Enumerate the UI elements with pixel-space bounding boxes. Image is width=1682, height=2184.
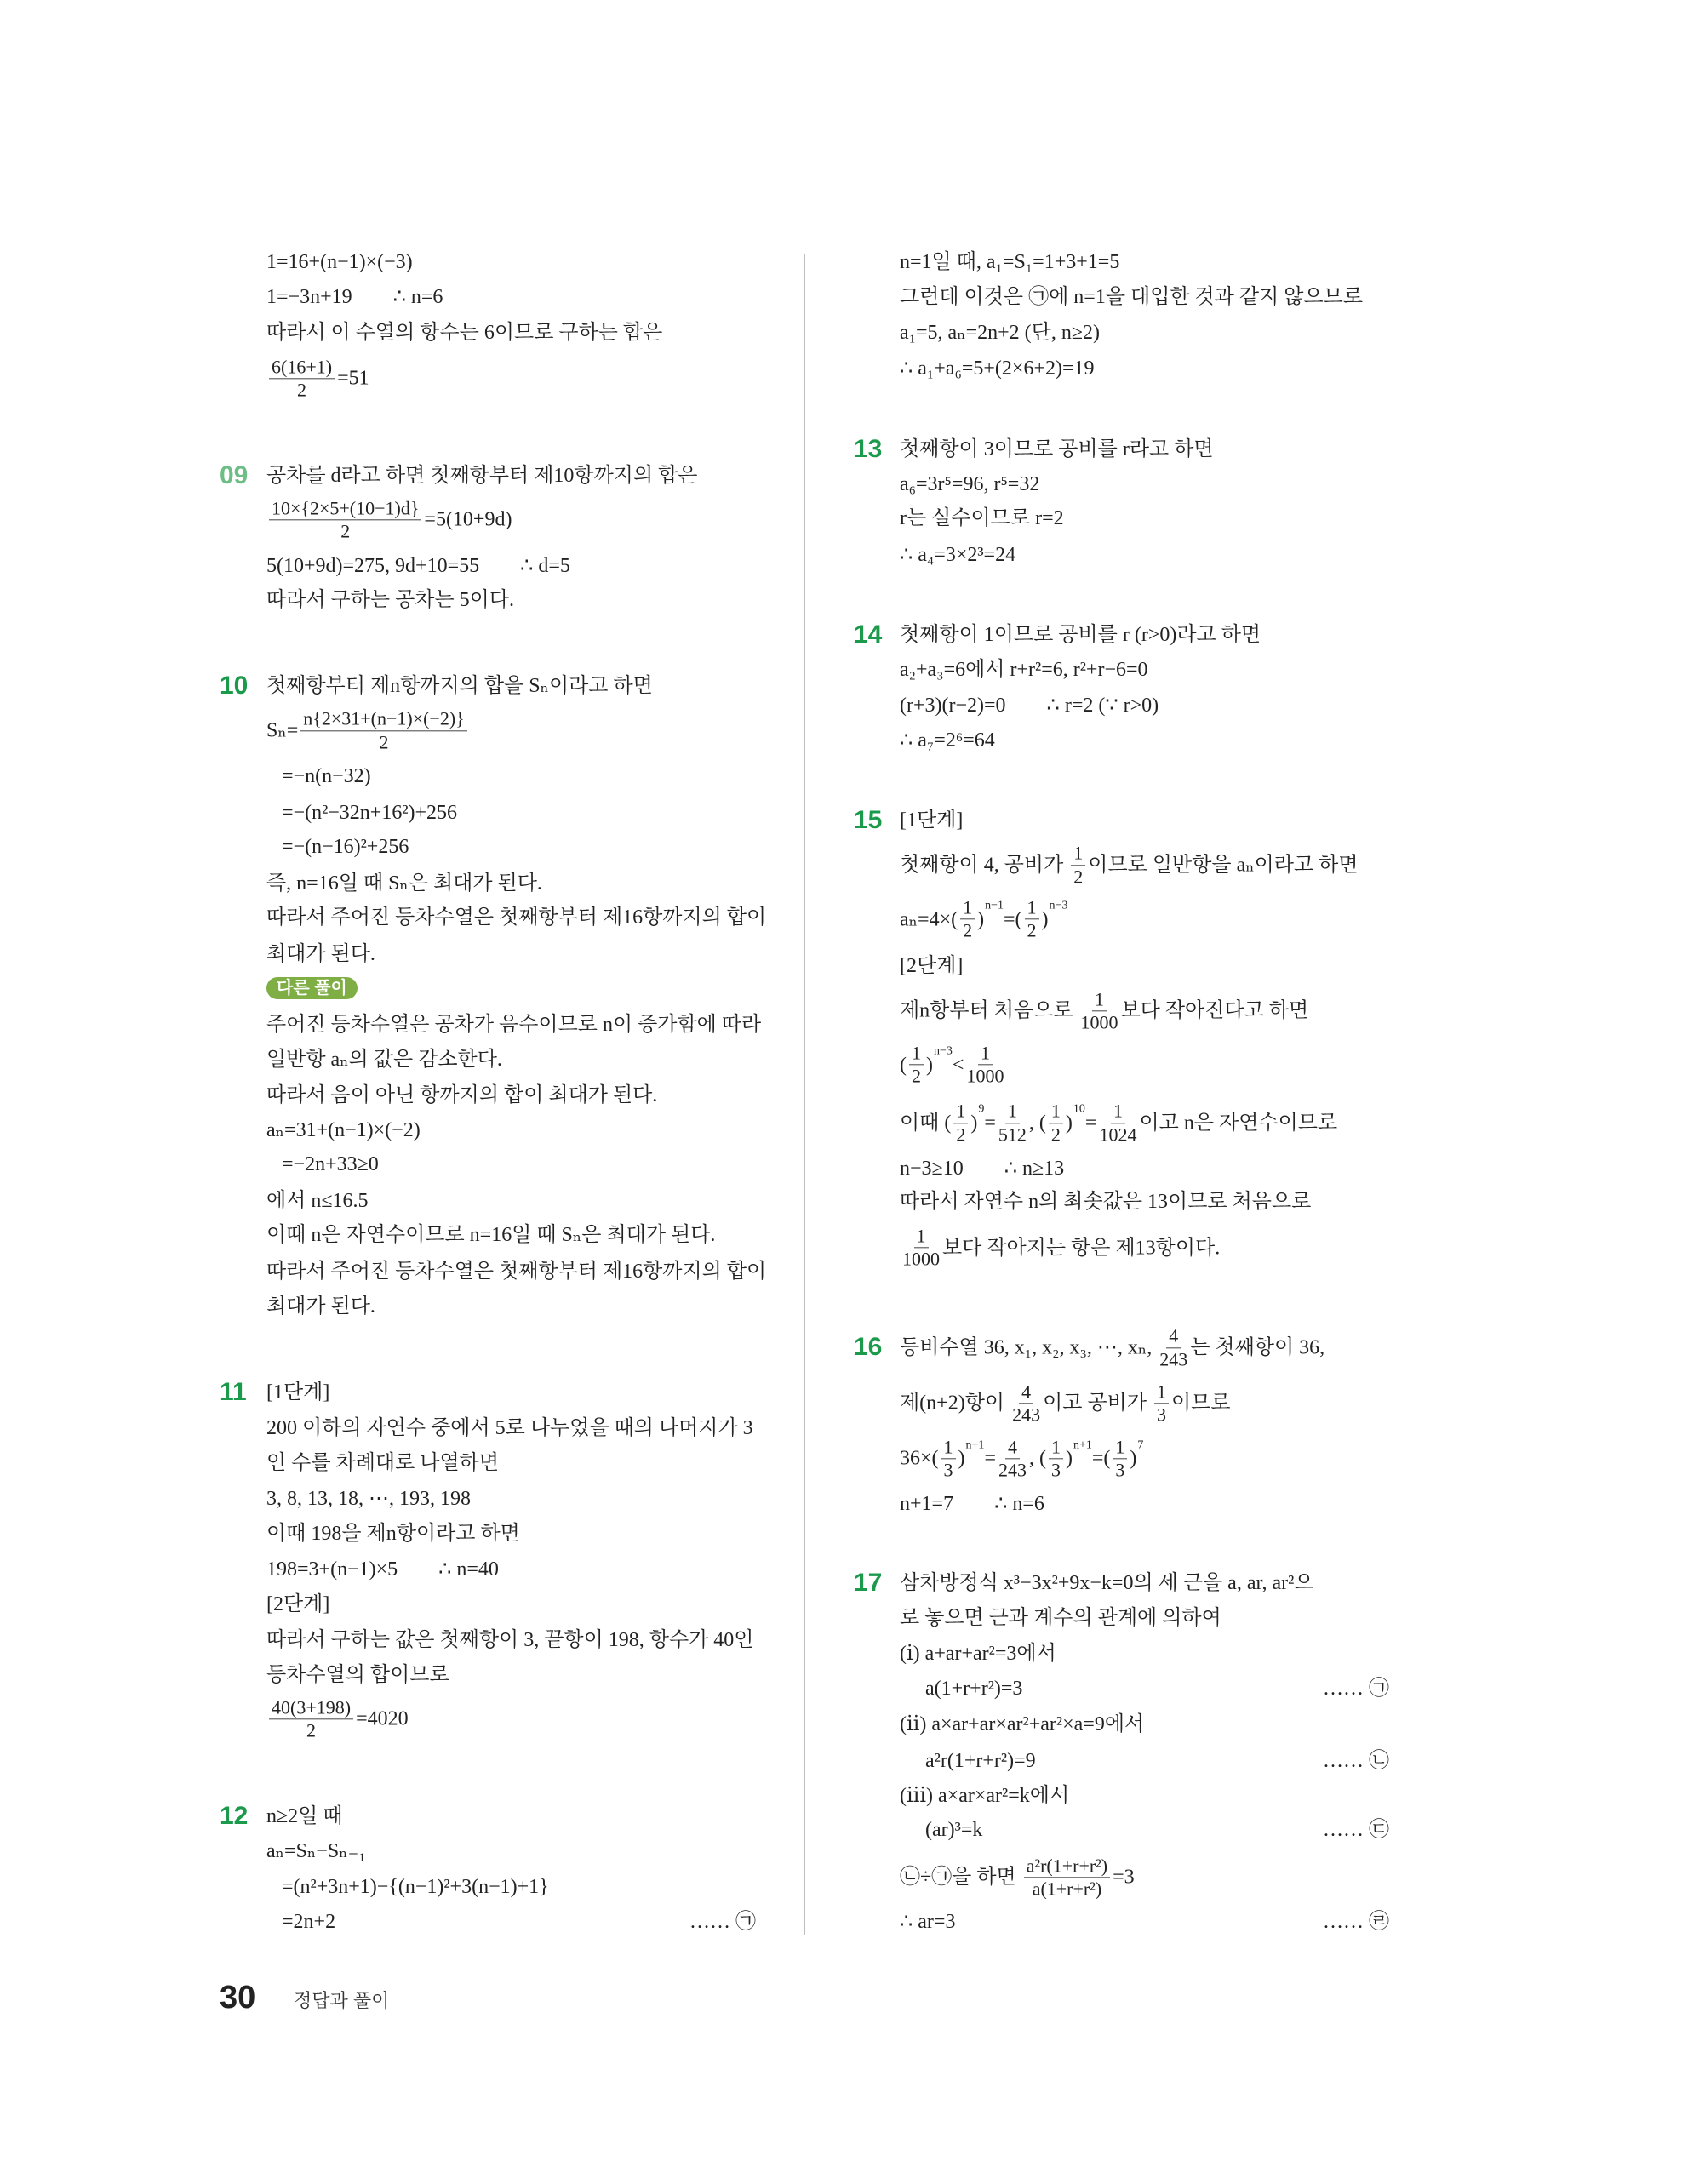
fraction (909, 1043, 924, 1086)
text-segment: ∴ ar=3 (900, 1910, 956, 1933)
text-segment: 이때 ( (900, 1112, 952, 1135)
solution-line: [2단계] (266, 1592, 330, 1615)
problem-number: 12 (220, 1801, 249, 1830)
text-segment: , ( (1028, 1447, 1046, 1470)
page-title: 정답과 풀이 (294, 1990, 390, 2011)
text-segment: , ( (1028, 1112, 1046, 1135)
exponent: 10 (1073, 1102, 1085, 1116)
fraction-numerator: 4 (1019, 1381, 1033, 1404)
fraction-numerator: 1 (914, 1226, 929, 1248)
text-segment: ) (958, 1447, 965, 1470)
solution-line (900, 1819, 1389, 1841)
equation-label: …… ㉠ (1323, 1677, 1389, 1700)
text-segment: 는 첫째항이 36, (1190, 1336, 1325, 1359)
fraction-denominator: 2 (379, 730, 389, 752)
text-segment: 이므로 (1171, 1392, 1231, 1415)
fraction-denominator: 1000 (902, 1248, 940, 1270)
text-segment: = (984, 1112, 996, 1135)
fraction-numerator: 1 (978, 1043, 993, 1065)
solution-line: 최대가 된다. (266, 1295, 375, 1318)
fraction-denominator: 3 (1115, 1459, 1125, 1481)
solution-line: ∴ a₇=2⁶=64 (900, 729, 995, 752)
text-segment: < (952, 1053, 964, 1076)
solution-line: =−2n+33≥0 (266, 1153, 379, 1176)
solution-line: =−(n−16)²+256 (266, 836, 409, 859)
solution-line: [1단계] (900, 809, 964, 832)
text-segment: (ar)³=k (900, 1819, 983, 1842)
equation-label: …… ㉠ (689, 1910, 756, 1933)
fraction-numerator: 4 (1166, 1326, 1181, 1348)
solution-line: 인 수를 차례대로 나열하면 (266, 1451, 500, 1474)
exponent: n−3 (1049, 899, 1068, 912)
fraction (1049, 1437, 1063, 1480)
fraction (269, 357, 335, 400)
fraction-denominator: 3 (1157, 1404, 1166, 1426)
text-segment: =4020 (356, 1707, 409, 1730)
solution-line (900, 1855, 1389, 1899)
solution-line: 따라서 구하는 값은 첫째항이 3, 끝항이 198, 항수가 40인 (266, 1628, 754, 1651)
solution-line: n−3≥10 ∴ n≥13 (900, 1158, 1065, 1181)
text-segment: 이므로 일반항을 aₙ이라고 하면 (1088, 854, 1359, 877)
fraction-numerator: 1 (909, 1043, 924, 1065)
fraction (1071, 843, 1085, 887)
fraction (1049, 1101, 1063, 1145)
solution-line (900, 1437, 1389, 1480)
solution-line (900, 1750, 1389, 1772)
problem-number: 17 (854, 1569, 883, 1598)
text-segment: 보다 작아진다고 하면 (1120, 999, 1309, 1022)
solution-line (900, 843, 1389, 887)
fraction (1099, 1101, 1136, 1145)
solution-line: [1단계] (266, 1381, 330, 1404)
fraction-numerator: 1 (1092, 989, 1107, 1011)
text-segment: =( (1004, 907, 1022, 930)
fraction-denominator: 1000 (1080, 1011, 1118, 1033)
solution-line: 최대가 된다. (266, 942, 375, 965)
text-segment: =51 (337, 367, 369, 390)
solution-line: 따라서 이 수열의 항수는 6이므로 구하는 합은 (266, 321, 663, 344)
exponent: n+1 (1073, 1438, 1092, 1451)
solution-line (900, 897, 1389, 940)
column-divider (804, 254, 805, 1935)
fraction (953, 1101, 968, 1145)
text-segment: =5(10+9d) (424, 508, 512, 531)
fraction-numerator: 1 (1111, 1101, 1125, 1123)
text-segment: 제n항부터 처음으로 (900, 999, 1078, 1022)
solution-line: 그런데 이것은 ㉠에 n=1을 대입한 것과 같지 않으므로 (900, 285, 1364, 308)
text-segment: ) (977, 907, 985, 930)
solution-line: 등차수열의 합이므로 (266, 1663, 449, 1686)
solution-line: =−(n²−32n+16²)+256 (266, 801, 458, 824)
solution-line: 첫째항부터 제n항까지의 합을 Sₙ이라고 하면 (266, 675, 653, 698)
fraction-denominator: 2 (340, 520, 351, 542)
equation-label: …… ㉡ (1323, 1749, 1389, 1772)
text-segment: = (984, 1447, 996, 1470)
equation-label: …… ㉣ (1323, 1910, 1389, 1933)
problem-number: 13 (854, 434, 883, 463)
text-segment: =3 (1113, 1866, 1135, 1889)
text-segment: 이고 n은 자연수이므로 (1139, 1112, 1338, 1135)
solution-line (266, 977, 756, 999)
fraction-numerator: n{2×31+(n−1)×(−2)} (300, 709, 466, 731)
exponent: n−1 (985, 899, 1004, 912)
text-segment: ) (926, 1053, 933, 1076)
fraction (998, 1437, 1027, 1480)
fraction-numerator: 1 (960, 897, 975, 919)
fraction-numerator: 1 (1025, 897, 1039, 919)
text-segment: aₙ=4×( (900, 907, 958, 930)
solution-line: 198=3+(n−1)×5 ∴ n=40 (266, 1558, 499, 1581)
problem-number: 10 (220, 672, 249, 700)
text-segment: 제(n+2)항이 (900, 1392, 1010, 1415)
fraction-denominator: 2 (1027, 919, 1037, 941)
fraction-denominator: 3 (1050, 1459, 1061, 1481)
solution-line (900, 1678, 1389, 1700)
fraction (269, 498, 421, 541)
solution-line: 첫째항이 1이므로 공비를 r (r>0)라고 하면 (900, 623, 1262, 646)
solution-line: (r+3)(r−2)=0 ∴ r=2 (∵ r>0) (900, 694, 1159, 717)
text-segment: ) (970, 1112, 978, 1135)
fraction-denominator: 2 (1050, 1123, 1061, 1145)
solution-line: 200 이하의 자연수 중에서 5로 나누었을 때의 나머지가 3 (266, 1416, 753, 1439)
solution-line: =(n²+3n+1)−{(n−1)²+3(n−1)+1} (266, 1875, 549, 1898)
solution-line: 따라서 자연수 n의 최솟값은 13이므로 처음으로 (900, 1191, 1312, 1214)
text-segment: = (1084, 1112, 1097, 1135)
solution-line: 에서 n≤16.5 (266, 1189, 369, 1212)
fraction-denominator: 1024 (1099, 1123, 1137, 1145)
solution-line: 주어진 등차수열은 공차가 음수이므로 n이 증가함에 따라 (266, 1013, 762, 1036)
text-segment: ) (1065, 1447, 1073, 1470)
solution-line: aₙ=Sₙ−Sₙ₋₁ (266, 1839, 366, 1862)
fraction-numerator: 1 (1049, 1437, 1063, 1459)
solution-line: 이때 n은 자연수이므로 n=16일 때 Sₙ은 최대가 된다. (266, 1224, 716, 1247)
text-segment: ㉡÷㉠을 하면 (900, 1866, 1021, 1889)
fraction (300, 709, 466, 752)
fraction (269, 1697, 353, 1741)
solution-line: n=1일 때, a₁=S₁=1+3+1=5 (900, 250, 1120, 273)
fraction (941, 1437, 956, 1480)
exponent: n−3 (934, 1044, 953, 1058)
fraction-numerator: 6(16+1) (269, 357, 335, 379)
solution-line: 즉, n=16일 때 Sₙ은 최대가 된다. (266, 872, 542, 895)
solution-line (266, 1697, 756, 1741)
problem-number: 11 (220, 1377, 247, 1406)
exponent: n+1 (965, 1438, 985, 1451)
fraction-denominator: 243 (1012, 1404, 1041, 1426)
solution-line: a₁=5, aₙ=2n+2 (단, n≥2) (900, 321, 1101, 344)
text-segment: 이고 공비가 (1043, 1392, 1152, 1415)
text-segment: 등비수열 36, x₁, x₂, x₃, ⋯, xₙ, (900, 1336, 1158, 1359)
solution-line (900, 1911, 1389, 1933)
fraction-denominator: 2 (956, 1123, 966, 1145)
fraction-denominator: 512 (998, 1123, 1027, 1145)
problem-number: 15 (854, 806, 883, 835)
problem-number: 09 (220, 460, 249, 489)
fraction-numerator: 40(3+198) (269, 1697, 353, 1719)
fraction (1113, 1437, 1127, 1480)
fraction (1025, 897, 1039, 940)
text-segment: a(1+r+r²)=3 (900, 1677, 1023, 1700)
solution-line: (ⅱ) a×ar+ar×ar²+ar²×a=9에서 (900, 1713, 1145, 1736)
text-segment: ) (1130, 1447, 1137, 1470)
exponent: 9 (978, 1102, 985, 1116)
text-segment: 36×( (900, 1447, 939, 1470)
solution-line (900, 1043, 1389, 1086)
text-segment: =2n+2 (266, 1910, 336, 1933)
solution-line: 따라서 주어진 등차수열은 첫째항부터 제16항까지의 합이 (266, 906, 767, 929)
fraction-denominator: 1000 (966, 1065, 1004, 1087)
problem-number: 16 (854, 1333, 883, 1362)
fraction-numerator: 1 (1071, 843, 1085, 866)
fraction-denominator: 2 (306, 1719, 317, 1741)
solution-line (900, 1326, 1389, 1369)
fraction-numerator: 10×{2×5+(10−1)d} (269, 498, 421, 520)
fraction-denominator: 3 (943, 1459, 953, 1481)
text-segment: ) (1065, 1112, 1073, 1135)
fraction (998, 1101, 1027, 1145)
fraction (902, 1226, 940, 1269)
solution-line: =−n(n−32) (266, 765, 371, 788)
fraction-numerator: 1 (1049, 1101, 1063, 1123)
fraction (1024, 1855, 1110, 1899)
solution-line: n+1=7 ∴ n=6 (900, 1493, 1044, 1516)
solution-line: 첫째항이 3이므로 공비를 r라고 하면 (900, 437, 1214, 460)
solution-line: 로 놓으면 근과 계수의 관계에 의하여 (900, 1606, 1221, 1629)
fraction (966, 1043, 1004, 1086)
fraction-numerator: 1 (941, 1437, 956, 1459)
equation-label: …… ㉢ (1323, 1819, 1389, 1842)
text-segment: =( (1091, 1447, 1111, 1470)
solution-line (900, 1226, 1389, 1269)
problem-number: 14 (854, 620, 883, 649)
exponent: 7 (1137, 1438, 1144, 1451)
solution-line: (ⅰ) a+ar+ar²=3에서 (900, 1643, 1056, 1666)
solution-line: 5(10+9d)=275, 9d+10=55 ∴ d=5 (266, 554, 570, 577)
solution-line: 따라서 음이 아닌 항까지의 합이 최대가 된다. (266, 1083, 658, 1106)
solution-line: 따라서 구하는 공차는 5이다. (266, 589, 515, 612)
text-segment: 보다 작아지는 항은 제13항이다. (942, 1236, 1221, 1259)
solution-line (266, 357, 756, 400)
solution-line (266, 498, 756, 541)
solution-line: 3, 8, 13, 18, ⋯, 193, 198 (266, 1487, 471, 1510)
solution-line: 일반항 aₙ의 값은 감소한다. (266, 1048, 502, 1071)
fraction (960, 897, 975, 940)
fraction-numerator: a²r(1+r+r²) (1024, 1855, 1110, 1878)
text-segment: Sₙ= (266, 719, 299, 742)
text-segment: a²r(1+r+r²)=9 (900, 1749, 1036, 1772)
fraction-numerator: 1 (1113, 1437, 1127, 1459)
solution-line (900, 1101, 1389, 1145)
solution-line: ∴ a₁+a₆=5+(2×6+2)=19 (900, 357, 1095, 380)
solution-line (266, 709, 756, 752)
fraction-numerator: 1 (1005, 1101, 1020, 1123)
fraction (1080, 989, 1118, 1032)
solution-line: 1=−3n+19 ∴ n=6 (266, 285, 443, 308)
solution-line: 공차를 d라고 하면 첫째항부터 제10항까지의 합은 (266, 464, 698, 487)
fraction-denominator: 243 (1159, 1347, 1188, 1369)
solution-line: [2단계] (900, 955, 964, 978)
solution-line: r는 실수이므로 r=2 (900, 507, 1064, 530)
fraction-numerator: 1 (1154, 1381, 1169, 1404)
fraction (1159, 1326, 1187, 1369)
fraction-denominator: 2 (297, 379, 307, 401)
solution-line: aₙ=31+(n−1)×(−2) (266, 1118, 420, 1141)
fraction-denominator: 2 (1073, 865, 1084, 887)
fraction-denominator: 2 (912, 1065, 921, 1087)
solution-line (900, 989, 1389, 1032)
solution-line (900, 1381, 1389, 1425)
alternative-solution-badge: 다른 풀이 (266, 977, 358, 999)
solution-line: 1=16+(n−1)×(−3) (266, 250, 413, 273)
page-number: 30 (220, 1980, 256, 2015)
solution-line (266, 1911, 756, 1933)
solution-line: a₆=3r⁵=96, r⁵=32 (900, 472, 1040, 495)
fraction-denominator: 2 (963, 919, 973, 941)
solution-line: 따라서 주어진 등차수열은 첫째항부터 제16항까지의 합이 (266, 1260, 767, 1283)
text-segment: 첫째항이 4, 공비가 (900, 854, 1069, 877)
solution-line: ∴ a₄=3×2³=24 (900, 543, 1016, 566)
solution-line: 이때 198을 제n항이라고 하면 (266, 1522, 520, 1545)
solution-line: n≥2일 때 (266, 1804, 343, 1827)
text-segment: ( (900, 1053, 907, 1076)
text-segment: ) (1041, 907, 1049, 930)
fraction (1012, 1381, 1040, 1425)
solution-line: (ⅲ) a×ar×ar²=k에서 (900, 1784, 1070, 1807)
fraction-denominator: a(1+r+r²) (1032, 1878, 1102, 1900)
fraction-denominator: 243 (998, 1459, 1027, 1481)
solution-line: a₂+a₃=6에서 r+r²=6, r²+r−6=0 (900, 658, 1148, 681)
solution-line: 삼차방정식 x³−3x²+9x−k=0의 세 근을 a, ar, ar²으 (900, 1572, 1314, 1595)
fraction-numerator: 1 (953, 1101, 968, 1123)
fraction (1154, 1381, 1169, 1425)
fraction-numerator: 4 (1005, 1437, 1020, 1459)
